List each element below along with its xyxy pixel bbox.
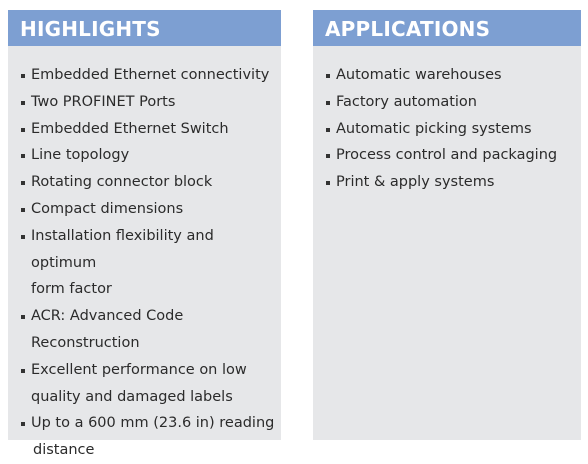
list-item-continuation: quality and damaged labels [31, 388, 233, 405]
list-item [21, 89, 275, 116]
list-item-label: Automatic warehouses [336, 67, 502, 83]
list-item [21, 303, 275, 357]
list-item [326, 169, 575, 196]
list-item-label: Line topology [31, 147, 130, 164]
applications-title: APPLICATIONS [313, 10, 581, 46]
list-item [21, 223, 275, 303]
list-item-label: Embedded Ethernet connectivity [31, 67, 270, 83]
list-item-continuation: form factor [31, 281, 112, 298]
list-item [326, 142, 575, 169]
list-item-label: Excellent performance on low [31, 361, 247, 378]
bullet-icon [21, 101, 25, 105]
bullet-icon [326, 181, 330, 185]
list-item [21, 196, 275, 223]
list-item-label: Embedded Ethernet Switch [31, 120, 229, 137]
highlights-panel [8, 10, 281, 459]
list-item [326, 89, 575, 116]
list-item-continuation: distance [33, 442, 95, 459]
list-item-label: Automatic picking systems [336, 120, 532, 137]
list-item-label: Up to a 600 mm (23.6 in) reading [31, 415, 275, 432]
applications-panel [313, 10, 581, 440]
bullet-icon [326, 101, 330, 105]
list-item [21, 169, 275, 196]
applications-list [326, 62, 575, 196]
list-item [21, 62, 275, 89]
bullet-icon [326, 74, 330, 78]
list-item-label: Compact dimensions [31, 200, 184, 217]
bullet-icon [326, 128, 330, 132]
list-item [21, 410, 275, 464]
list-item-label: Print & apply systems [336, 174, 495, 191]
list-item-label: Installation flexibility and optimum [31, 227, 214, 271]
list-item [21, 357, 275, 411]
list-item-label: Process control and packaging [336, 147, 558, 164]
highlights-title: HIGHLIGHTS [8, 10, 281, 46]
list-item [21, 116, 275, 143]
bullet-icon [21, 74, 25, 78]
highlights-list [21, 62, 275, 464]
bullet-icon [21, 208, 25, 212]
bullet-icon [326, 154, 330, 158]
list-item [21, 142, 275, 169]
bullet-icon [21, 235, 25, 239]
list-item-label: Factory automation [336, 93, 477, 110]
bullet-icon [21, 369, 25, 373]
list-item-label: Rotating connector block [31, 174, 213, 191]
bullet-icon [21, 422, 25, 426]
list-item [326, 62, 575, 89]
list-item-label: ACR: Advanced Code Reconstruction [31, 308, 184, 351]
bullet-icon [21, 181, 25, 185]
list-item-label: Two PROFINET Ports [31, 93, 176, 110]
bullet-icon [21, 154, 25, 158]
bullet-icon [21, 315, 25, 319]
bullet-icon [21, 128, 25, 132]
list-item [326, 116, 575, 143]
